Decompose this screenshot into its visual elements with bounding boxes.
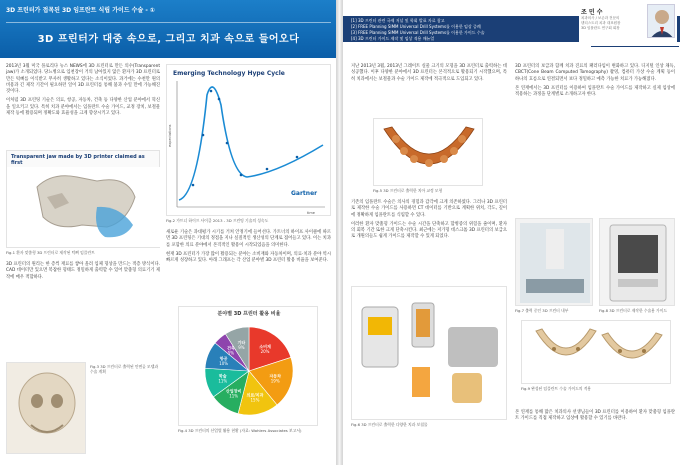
pie-label: 기타 <box>237 339 246 345</box>
printer-interior-illustration <box>516 219 594 307</box>
pie-value: 10% <box>219 360 229 366</box>
right-header <box>343 0 680 58</box>
figure-caption: Fig.3 3D 프린터로 출력된 안면골 모델과 수술 계획 <box>90 364 159 374</box>
figure-dental-arch <box>373 118 483 186</box>
pie-value: 20% <box>260 348 270 354</box>
figure-caption: Fig.7 출력 중인 3D 프린터 내부 <box>515 308 569 313</box>
paragraph: 본 연재에서는 3D 프린터를 이용하여 임플란트 수술 가이드를 제작하고 실제 임상에 적용하는 과정을 단계별로 소개하고자 한다. <box>515 85 675 98</box>
surgical-guide-illustration <box>522 321 672 385</box>
hype-cycle-chart <box>167 65 332 217</box>
left-column-2 <box>166 230 331 267</box>
right-column-2 <box>515 64 675 101</box>
series-tag: 3D 프린터가 접목된 3D 임프란트 식립 가이드 수술 - ① <box>6 7 156 14</box>
pie-label: 의료/치과 <box>246 392 264 398</box>
figure-prosthetics <box>351 286 507 420</box>
author-name: 조 민 수 <box>581 9 603 16</box>
printer-illustration <box>600 219 676 307</box>
figure-hype-cycle <box>166 64 331 216</box>
paragraph: 기존의 임플란트 수술은 의사의 경험과 감각에 크게 의존하였다. 그러나 3D 프린터로 제작한 수술 가이드를 사용하면 CT 데이터를 기반으로 계획한 위치, 각도, 깊이에 정확하게 임플란트를 식립할 수 있다. <box>351 200 507 218</box>
figure-title: Transparent jaw made by 3D printer claimed as first <box>11 154 145 166</box>
paragraph: 이처럼 3D 프린팅 기술은 의료, 항공, 자동차, 건축 등 다양한 산업 분야에서 혁신을 일으키고 있다. 특히 치과 분야에서는 임플란트 수술 가이드, 교정 장치, 보철물 제작 등에 활용되며 정확도와 효율성을 크게 향상시키고 있다. <box>6 98 160 117</box>
figure-caption: Fig.9 완성된 임플란트 수술 가이드의 적용 <box>521 386 592 391</box>
figure-printer-interior <box>515 218 593 306</box>
reference-line: [2] FREE Planning SIMM Universal Drill Systems를 이용한 임상 증례 <box>351 24 481 29</box>
figure-jaw-implant <box>6 150 160 248</box>
figure-printer <box>599 218 675 306</box>
header-underline <box>591 46 679 47</box>
gartner-logo: Gartner <box>291 190 318 197</box>
pie-value: 11% <box>218 378 228 384</box>
author-avatar <box>647 4 675 38</box>
article-banner <box>0 0 337 58</box>
figure-caption: Fig.1 환자 맞춤형 3D 프린터로 제작된 턱뼈 임플란트 <box>6 250 95 255</box>
pie-value: 11% <box>229 393 239 399</box>
left-column-1-lower <box>6 262 160 284</box>
pie-label: 소비재 <box>259 343 271 349</box>
paragraph: 3D 프린터의 원리는 한 층씩 재료를 쌓아 올려 입체 형상을 만드는 적층 방식이다. CAD 데이터만 있으면 복잡한 형태도 정밀하게 출력할 수 있어 맞춤형 의료기기 제작에 매우 적합하다. <box>6 262 160 280</box>
author-box <box>579 1 677 56</box>
paragraph: 현재 3D 프린터가 가장 많이 활용되는 분야는 소비재와 자동차이며, 의료·치과 분야 역시 빠르게 성장하고 있다. 아래 그래프는 각 산업 분야별 3D 프린터 활용 비율을 보여준다. <box>166 251 331 264</box>
figure-caption: Fig.5 3D 프린터로 출력한 치아 교정 모형 <box>373 188 443 193</box>
author-credential: 3D 임플란트 연구회 회장 <box>581 26 620 30</box>
paragraph: 새로운 기술은 과대평가 시기를 거쳐 안정기에 들어선다. 가트너의 하이프 사이클에 따르면 3D 프린팅은 기대의 정점을 지나 실질적인 생산성의 단계로 접어들고 있다. 이는 치과를 포함한 의료 분야에서 본격적인 활용이 시작되었음을 의미한다. <box>166 230 331 248</box>
skull-illustration <box>7 363 87 455</box>
right-column-1 <box>351 64 507 86</box>
left-column-1 <box>6 64 160 120</box>
left-page <box>0 0 337 465</box>
pie-value: 15% <box>250 397 260 403</box>
reference-line: [4] 3D 프린터 가이드 제작 및 임상 적용 매뉴얼 <box>351 36 435 41</box>
figure-caption: Fig.2 가트너 하이프 사이클 2013 - 3D 프린팅 기술의 성숙도 <box>166 218 269 223</box>
figure-skull-model <box>6 362 86 454</box>
paragraph: 3D 프린터의 보급과 함께 치과 진료의 패러다임이 변화하고 있다. 디지털 인상 채득, CBCT(Cone Beam Computed Tomography) 촬영, 컴퓨터 가상 수술 계획 등이 하나의 흐름으로 연결되면서 보다 정밀하고 예측 가능한 치료가 가능해졌다. <box>515 64 675 82</box>
dental-arch-illustration <box>374 119 484 187</box>
pie-value: 9% <box>238 344 245 350</box>
paragraph: 지난 2013년 3월, 2013년 그레이트 실물 크기의 모형을 3D 프린터로 출력하는 데 성공했다. 이후 다양한 분야에서 3D 프린터는 본격적으로 활용되기 시작했으며, 특히 치과에서는 보철물과 수술 가이드 제작에 적극적으로 도입되고 있다. <box>351 64 507 82</box>
figure-pie-chart <box>178 306 318 426</box>
figure-caption: Fig.6 3D 프린터로 출력한 다양한 치과 보철물 <box>351 422 428 427</box>
hype-title: Emerging Technology Hype Cycle <box>173 70 285 77</box>
pie-value: 19% <box>270 378 280 384</box>
pie-value: 5% <box>227 350 235 356</box>
reference-line: [3] FREE Planning SIMM Universal Drill Systems를 이용한 가이드 수술 <box>351 30 485 35</box>
pie-label: 산업장비 <box>225 388 242 394</box>
pie-chart <box>179 319 319 427</box>
paragraph: 본 연재를 통해 많은 치과의사 선생님들이 3D 프린터를 이용하여 환자 맞춤형 임플란트 가이드를 직접 제작하고 임상에 활용할 수 있기를 바란다. <box>515 410 675 422</box>
pie-title: 분야별 3D 프린터 활용 비율 <box>217 311 281 317</box>
right-closing <box>515 410 675 426</box>
pie-label: 자동차 <box>269 373 281 379</box>
paragraph: 이러한 환자 맞춤형 가이드는 수술 시간을 단축하고 합병증의 위험을 줄이며, 환자의 회복 기간 또한 크게 단축시킨다. 최근에는 저가형 데스크톱 3D 프린터의 보급으로 개원의들도 쉽게 가이드를 제작할 수 있게 되었다. <box>351 221 507 240</box>
jaw-illustration <box>7 167 161 247</box>
author-credential: 치과의사 / 보존과 전문의 <box>581 16 620 20</box>
prosthetics-illustration <box>352 287 508 421</box>
figure-caption: Fig.8 3D 프린터로 제작한 수술용 가이드 <box>599 308 668 313</box>
hype-axis-x: time <box>307 211 315 215</box>
right-column-1-middle <box>351 200 507 244</box>
banner-rule <box>6 22 331 23</box>
hype-axis-y: expectations <box>168 124 172 147</box>
paragraph: 2013년 3월 미국 플로리다 뉴스 NEWS에 3D 프린터로 만든 의수(Transparent jaw)가 소개되었다. 당뇨병으로 입천장이 거의 남아있지 않은 환자가 3D 프린터로 만든 턱뼈를 이식받고 무사히 생활하고 있다는 소식이었다. 과거에는 수천만 원의 비용과 긴 제작 기간이 필요하던 일이 3D 프린터를 통해 불과 수일 만에 가능해진 것이다. <box>6 64 160 95</box>
pie-label: 항공 <box>219 355 228 361</box>
figure-surgical-guide <box>521 320 671 384</box>
figure-caption: Fig.4 3D 프린터의 산업별 활용 현황 (자료: Wohlers Associates 보고서) <box>178 428 302 433</box>
pie-label: 학술 <box>218 373 227 379</box>
article-headline: 3D 프린터가 대중 속으로, 그리고 치과 속으로 들어오다 <box>37 34 300 45</box>
pie-label: 건축 <box>227 345 235 351</box>
right-page <box>342 0 680 465</box>
reference-line: [1] 3D 프린터 관련 국제 저널 및 학회 발표 자료 참고 <box>351 18 445 23</box>
author-credential: 덴티스트리 치과 대표원장 <box>581 21 621 25</box>
